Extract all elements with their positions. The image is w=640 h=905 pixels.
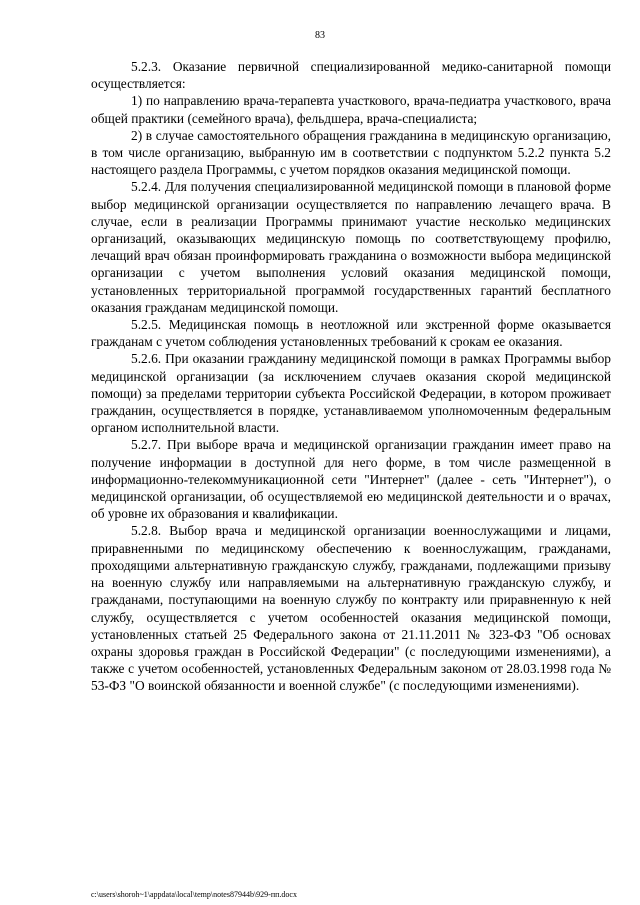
paragraph-5-2-3-item-2: 2) в случае самостоятельного обращения гражданина в медицинскую организацию, в том числе организацию, выбранную им в соответствии с подпунктом 5.2.2 пункта 5.2 настоящего раздела Программы, с учетом порядков оказания медицинской помощи. [91,127,611,178]
paragraph-5-2-3: 5.2.3. Оказание первичной специализированной медико-санитарной помощи осуществляется: [91,59,611,92]
paragraph-5-2-6: 5.2.6. При оказании гражданину медицинской помощи в рамках Программы выбор медицинской организации (за исключением случаев оказания скорой медицинской помощи) за пределами территории субъекта Российской Федерации, в котором проживает гражданин, осуществляется в порядке, устанавливаемом уполномоченным федеральным органом исполнительной власти. [91,351,611,436]
paragraph-5-2-4: 5.2.4. Для получения специализированной медицинской помощи в плановой форме выбор медицинской организации осуществляется по направлению лечащего врача. В случае, если в реализации Программы принимают участие несколько медицинских организаций, оказывающих медицинскую помощь по соответствующему профилю, лечащий врач обязан проинформировать гражданина о возможности выбора медицинской организации с учетом выполнения условий оказания медицинской помощи, установленных территориальной программой государственных гарантий бесплатного оказания гражданам медицинской помощи. [91,179,611,315]
paragraph-5-2-3-item-1: 1) по направлению врача-терапевта участкового, врача-педиатра участкового, врача общей практики (семейного врача), фельдшера, врача-специалиста; [91,93,611,126]
document-body [91,58,611,695]
page-number: 83 [315,30,325,41]
paragraph-5-2-8: 5.2.8. Выбор врача и медицинской организации военнослужащими и лицами, приравненными по медицинскому обеспечению к военнослужащим, гражданами, проходящими альтернативную гражданскую службу, гражданами, подлежащими призыву на военную службу или направляемыми на альтернативную гражданскую службу, и гражданами, поступающими на военную службу по контракту или приравненную к ней службу, осуществляется с учетом особенностей оказания медицинской помощи, установленных статьей 25 Федерального закона от 21.11.2011 № 323-ФЗ "Об основах охраны здоровья граждан в Российской Федерации" (с последующими изменениями), а также с учетом особенностей, установленных Федеральным законом от 28.03.1998 года № 53-ФЗ "О воинской обязанности и военной службе" (с последующими изменениями). [91,523,611,694]
paragraph-5-2-7: 5.2.7. При выборе врача и медицинской организации гражданин имеет право на получение информации в доступной для него форме, в том числе размещенной в информационно-телекоммуникационной сети "Интернет" (далее - сеть "Интернет"), о медицинской организации, об осуществляемой ею медицинской деятельности и о врачах, об уровне их образования и квалификации. [91,437,611,522]
paragraph-5-2-5: 5.2.5. Медицинская помощь в неотложной или экстренной форме оказывается гражданам с учетом соблюдения установленных требований к срокам ее оказания. [91,317,611,350]
footer-file-path: c:\users\shoroh~1\appdata\local\temp\notes87944b\929-пп.docx [91,890,297,899]
